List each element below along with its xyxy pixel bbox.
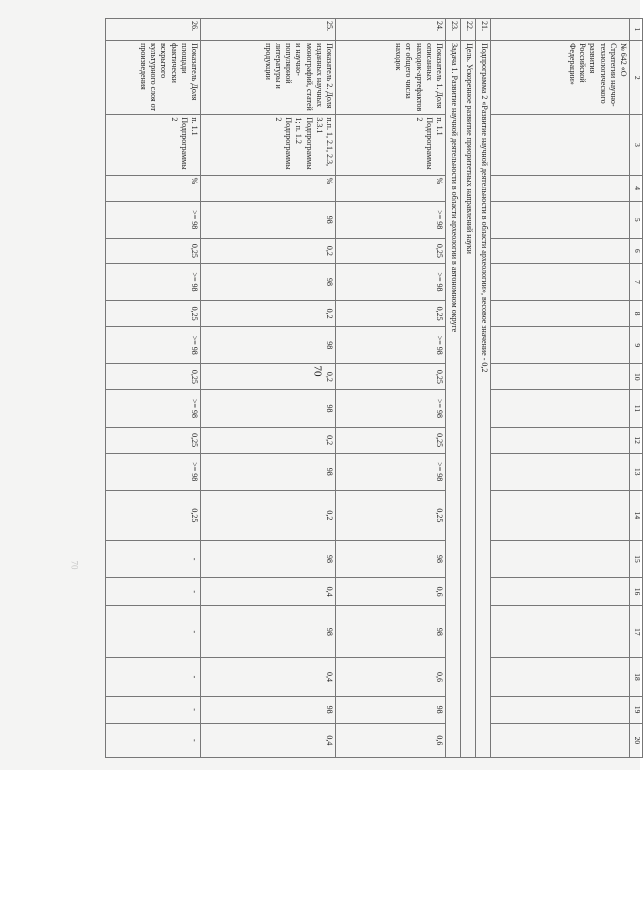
row-name: № 642 «О Стратегии научно-технологического развития Российской Федерации» xyxy=(491,41,630,115)
value-cell: 98 xyxy=(336,606,446,658)
header-cell: 9 xyxy=(630,327,643,364)
value-cell: >= 98 xyxy=(336,201,446,238)
row-number: 21. xyxy=(476,19,491,41)
value-cell: 98 xyxy=(336,696,446,723)
indicator-source: п. 1.1 Подпрограммы 2 xyxy=(336,115,446,175)
header-row xyxy=(630,19,643,758)
value-cell: 98 xyxy=(201,390,336,427)
value-cell: - xyxy=(106,540,201,577)
table-row xyxy=(336,19,446,758)
section-title: Подпрограмма 2 «Развитие научной деятельности в области археологии», весовое значение - 0,2 xyxy=(476,41,491,758)
value-cell: 0,25 xyxy=(106,364,201,390)
header-cell: 8 xyxy=(630,301,643,327)
header-cell: 17 xyxy=(630,606,643,658)
value-cell: 98 xyxy=(201,606,336,658)
table-row xyxy=(201,19,336,758)
value-cell: 0,25 xyxy=(336,238,446,263)
value-cell: - xyxy=(106,723,201,757)
header-cell: 3 xyxy=(630,115,643,175)
row-number: 24. xyxy=(336,19,446,41)
section-row xyxy=(461,19,476,758)
header-cell: 10 xyxy=(630,364,643,390)
header-cell: 15 xyxy=(630,540,643,577)
header-cell: 20 xyxy=(630,723,643,757)
value-cell: >= 98 xyxy=(106,201,201,238)
value-cell: 98 xyxy=(201,453,336,490)
value-cell: 0,4 xyxy=(201,578,336,606)
value-cell: >= 98 xyxy=(106,453,201,490)
value-cell: >= 98 xyxy=(106,390,201,427)
section-title: Задача 1. Развитие научной деятельности в области археологии в автономном округе xyxy=(446,41,461,758)
value-cell: - xyxy=(106,658,201,696)
row-number: 26. xyxy=(106,19,201,41)
header-cell: 11 xyxy=(630,390,643,427)
value-cell: 98 xyxy=(201,696,336,723)
value-cell: 98 xyxy=(201,201,336,238)
header-cell: 13 xyxy=(630,453,643,490)
value-cell: 98 xyxy=(201,540,336,577)
indicator-unit: % xyxy=(106,175,201,201)
value-cell: 0,2 xyxy=(201,427,336,453)
value-cell: - xyxy=(106,578,201,606)
value-cell: 0,2 xyxy=(201,364,336,390)
value-cell: 0,2 xyxy=(201,301,336,327)
value-cell: 0,25 xyxy=(106,301,201,327)
value-cell: 0,25 xyxy=(106,238,201,263)
indicator-source: п.п. 1, 2.1, 2.3, 3.3.1 Подпрограммы 1; п. 1.2 Подпрограммы 2 xyxy=(201,115,336,175)
value-cell: 0,4 xyxy=(201,658,336,696)
header-cell: 1 xyxy=(630,19,643,41)
value-cell: >= 98 xyxy=(336,327,446,364)
row-number: 25. xyxy=(201,19,336,41)
indicator-unit: % xyxy=(201,175,336,201)
value-cell: 0,25 xyxy=(106,427,201,453)
row-number: 22. xyxy=(461,19,476,41)
value-cell: 0,4 xyxy=(201,723,336,757)
indicator-name: Показатель 2. Доля изданных научных монографий, статей и научно-популярной литературы и продукции xyxy=(201,41,336,115)
indicators-table xyxy=(105,18,643,758)
value-cell: - xyxy=(106,606,201,658)
header-cell: 18 xyxy=(630,658,643,696)
header-cell: 14 xyxy=(630,490,643,540)
value-cell: >= 98 xyxy=(336,453,446,490)
header-cell: 16 xyxy=(630,578,643,606)
header-cell: 6 xyxy=(630,238,643,263)
indicator-name: Показатель 1. Доля описанных находок-артефактов от общего числа находок xyxy=(336,41,446,115)
value-cell: 0,6 xyxy=(336,578,446,606)
indicator-unit: % xyxy=(336,175,446,201)
value-cell: 98 xyxy=(336,540,446,577)
indicator-name: Показатель Доля площади фактически вскрытого культурного слоя от произведения xyxy=(106,41,201,115)
value-cell: 0,25 xyxy=(336,427,446,453)
value-cell: 98 xyxy=(201,327,336,364)
header-cell: 7 xyxy=(630,263,643,300)
value-cell: >= 98 xyxy=(106,263,201,300)
table-row xyxy=(491,19,630,758)
value-cell: 0,25 xyxy=(336,490,446,540)
row-number: 23. xyxy=(446,19,461,41)
value-cell: - xyxy=(106,696,201,723)
bleed-through-mark: 70 xyxy=(69,560,80,570)
value-cell: 0,2 xyxy=(201,490,336,540)
value-cell: 0,6 xyxy=(336,658,446,696)
header-cell: 4 xyxy=(630,175,643,201)
indicator-source: п. 1.1 Подпрограммы 2 xyxy=(106,115,201,175)
value-cell: >= 98 xyxy=(336,390,446,427)
value-cell: 98 xyxy=(201,263,336,300)
value-cell: 0,25 xyxy=(336,364,446,390)
value-cell: 0,25 xyxy=(106,490,201,540)
header-cell: 12 xyxy=(630,427,643,453)
value-cell: >= 98 xyxy=(336,263,446,300)
header-cell: 5 xyxy=(630,201,643,238)
header-cell: 2 xyxy=(630,41,643,115)
table-row xyxy=(106,19,201,758)
section-row xyxy=(476,19,491,758)
value-cell: 0,25 xyxy=(336,301,446,327)
value-cell: 0,2 xyxy=(201,238,336,263)
section-row xyxy=(446,19,461,758)
page-number: 70 xyxy=(311,365,324,377)
section-title: Цель. Ускоренное развитие приоритетных направлений науки xyxy=(461,41,476,758)
header-cell: 19 xyxy=(630,696,643,723)
value-cell: 0,6 xyxy=(336,723,446,757)
value-cell: >= 98 xyxy=(106,327,201,364)
